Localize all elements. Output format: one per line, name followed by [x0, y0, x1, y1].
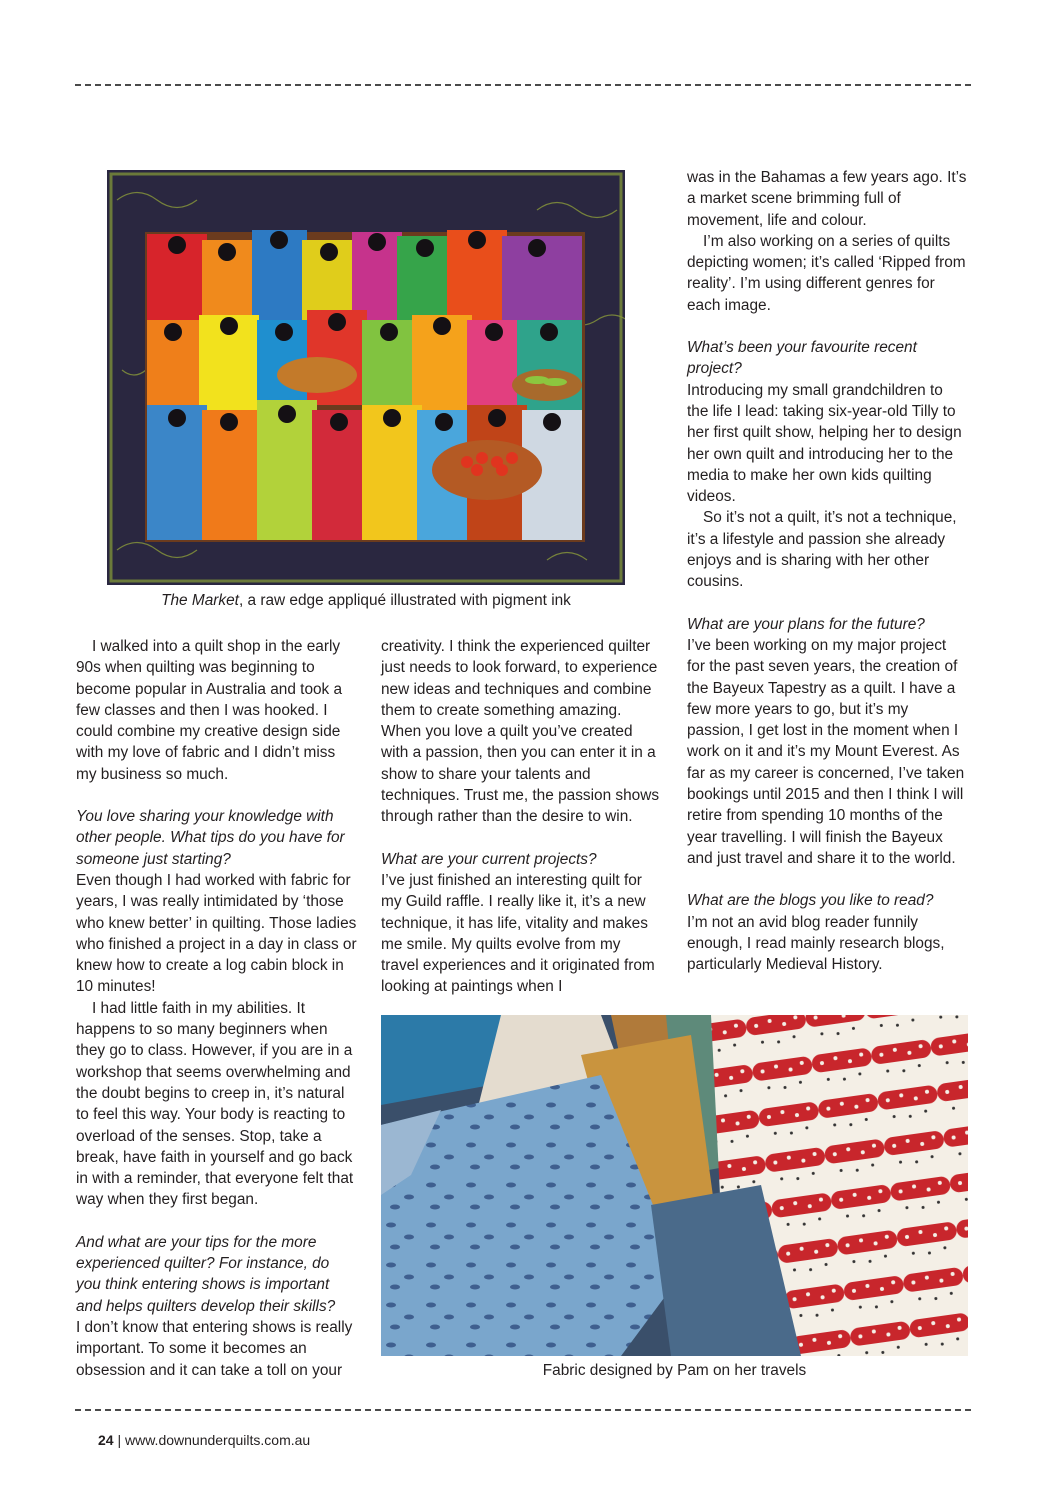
- market-quilt-image: [107, 170, 625, 585]
- paragraph: I’ve been working on my major project for the past seven years, the creation of the Bayeux Tapestry as a quilt. I have a few more years to go, but it’s my passion, I get lost in the moment when I work on it and it’s my Mount Everest. As far as my career is concerned, I’ve taken bookings until 2015 and then I think I will retire from spending 10 months of the year travelling. I will finish the Bayeux and just travel and share it to the world.: [687, 636, 965, 867]
- top-dashed-rule: [75, 84, 971, 86]
- page-footer: [98, 1432, 310, 1448]
- fabric-caption: Fabric designed by Pam on her travels: [542, 1362, 807, 1379]
- paragraph: So it’s not a quilt, it’s not a technique, it’s a lifestyle and passion she already enjoys and is sharing with her other cousins.: [687, 509, 957, 591]
- question-heading: What are your current projects?: [381, 850, 597, 868]
- paragraph: was in the Bahamas a few years ago. It’s a market scene brimming full of movement, life and colour.: [687, 169, 967, 229]
- paragraph: I walked into a quilt shop in the early 90s when quilting was beginning to become popular in Australia and took a few classes and then I was hooked. I could combine my creative design side with my love of fabric and I didn’t miss my business so much.: [76, 638, 343, 783]
- question-heading: And what are your tips for the more experienced quilter? For instance, do you think entering shows is important and helps quilters develop their skills?: [76, 1233, 336, 1315]
- bottom-dashed-rule: [75, 1409, 971, 1411]
- paragraph: Even though I had worked with fabric for years, I was really intimidated by ‘those who knew better’ in quilting. Those ladies who finished a project in a day in class or knew how to create a log cabin block in 10 minutes!: [76, 871, 357, 996]
- question-heading: You love sharing your knowledge with other people. What tips do you have for someone just starting?: [76, 808, 345, 868]
- paragraph: I’m not an avid blog reader funnily enough, I read mainly research blogs, particularly Medieval History.: [687, 913, 945, 974]
- article-column-2: [381, 636, 661, 998]
- footer-separator: |: [117, 1432, 122, 1448]
- caption-text: , a raw edge appliqué illustrated with pigment ink: [238, 592, 571, 609]
- paragraph: I don’t know that entering shows is really important. To some it becomes an obsession and it can take a toll on your: [76, 1318, 353, 1379]
- paragraph: Introducing my small grandchildren to the life I lead: taking six-year-old Tilly to her first quilt show, helping her to design her own quilt and introducing her to the media to make her own kids quilting videos.: [687, 381, 962, 506]
- paragraph: I had little faith in my abilities. It happens to so many beginners when they go to class. However, if you are in a workshop that seems overwhelming and the doubt begins to creep in, it’s natural to feel this way. Your body is reacting to overload of the senses. Stop, take a break, have faith in yourself and go back in with a reminder, that everyone felt that way when they first began.: [76, 999, 354, 1209]
- article-column-3: [687, 167, 967, 975]
- article-column-1: [76, 636, 358, 1381]
- page-number: 24: [98, 1432, 114, 1448]
- paragraph: creativity. I think the experienced quilter just needs to look forward, to experience new ideas and techniques and combine them to create something amazing. When you love a quilt you’ve created with a passion, then you can enter it in a show to share your talents and techniques. Trust me, the passion shows through rather than the desire to win.: [381, 638, 660, 826]
- question-heading: What’s been your favourite recent project?: [687, 339, 917, 378]
- question-heading: What are the blogs you like to read?: [687, 892, 934, 910]
- paragraph: I’m also working on a series of quilts depicting women; it’s called ‘Ripped from reality’. I’m using different genres for each image.: [687, 232, 966, 314]
- paragraph: I’ve just finished an interesting quilt for my Guild raffle. I really like it, it’s a new technique, it has life, vitality and makes me smile. My quilts evolve from my travel experiences and it originated from looking at paintings when I: [381, 871, 655, 996]
- caption-title: The Market: [161, 592, 239, 609]
- fabric-photo: [381, 1015, 968, 1356]
- question-heading: What are your plans for the future?: [687, 615, 925, 633]
- website-url: www.downunderquilts.com.au: [125, 1432, 311, 1448]
- market-quilt-caption: [107, 592, 625, 610]
